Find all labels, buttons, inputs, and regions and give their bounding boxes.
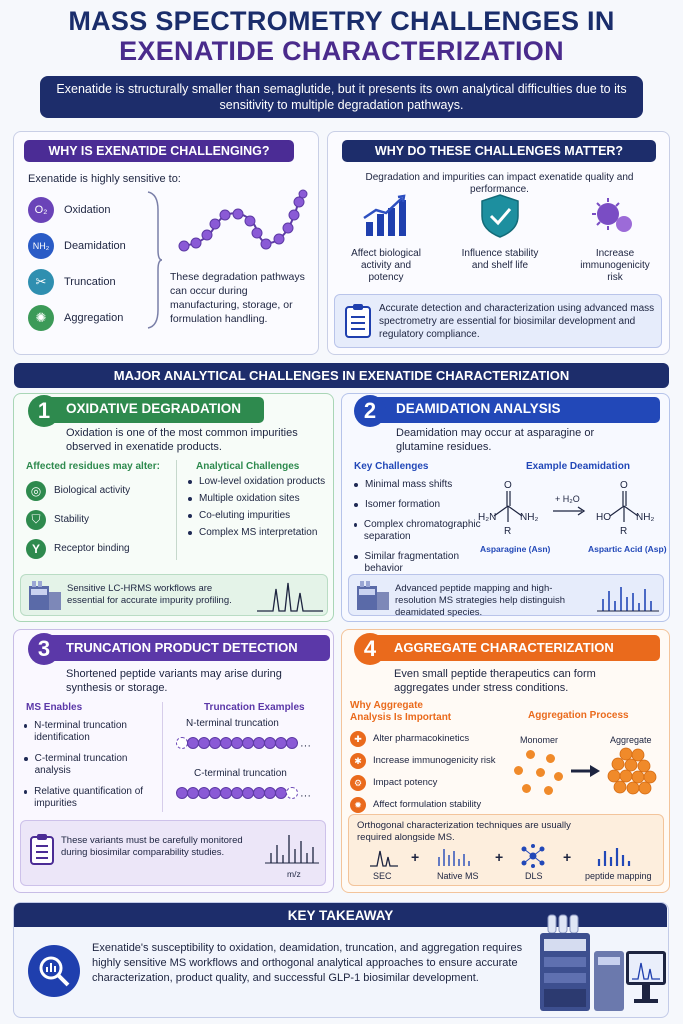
why-matter-lead: Degradation and impurities can impact exenatide quality and performance.	[365, 172, 634, 195]
spectrum-icon	[255, 579, 325, 613]
list-item-label: Increase immunogenicity risk	[373, 755, 496, 766]
list-item	[354, 551, 484, 575]
truncation-panel	[13, 629, 334, 893]
divider	[162, 702, 163, 812]
truncation-number: 3	[28, 633, 60, 665]
stability-icon: ✹	[350, 797, 366, 813]
deamidation-note: Advanced peptide mapping and high-resolution MS strategies help distinguish deamidated species.	[395, 583, 566, 618]
oxidative-right-list	[188, 476, 328, 539]
reagent-label: + H₂O	[555, 494, 580, 504]
clipboard-icon	[343, 303, 373, 339]
list-item	[350, 728, 500, 750]
deamidation-lead: Deamidation may occur at asparagine or glutamine residues.	[396, 427, 595, 453]
takeaway-panel	[13, 902, 669, 1018]
list-item-label: Isomer formation	[365, 499, 441, 510]
list-item	[24, 786, 154, 810]
list-item	[350, 750, 500, 772]
degradation-label: Oxidation	[64, 204, 111, 216]
n-terminal-label: N-terminal truncation	[186, 718, 279, 729]
peptide-chain-icon	[174, 188, 310, 258]
list-item-label: Complex chromatographic separation	[363, 519, 481, 542]
ellipsis: ···	[300, 790, 311, 802]
truncation-note-box	[20, 820, 326, 886]
magnifier-chart-icon	[28, 945, 80, 997]
list-item	[354, 499, 484, 511]
why-matter-panel	[327, 131, 670, 355]
instrument-icon	[355, 580, 391, 612]
monomer-dot	[554, 772, 563, 781]
list-item-label: Biological activity	[54, 484, 131, 496]
asparagine-structure-icon	[476, 476, 546, 538]
pill-icon: ✚	[350, 731, 366, 747]
monomer-dot	[526, 750, 535, 759]
deamidation-note-box	[348, 574, 664, 616]
residue	[286, 737, 298, 749]
monomer-dot	[536, 768, 545, 777]
list-item-label: Stability	[54, 513, 90, 525]
deamidation-number: 2	[354, 395, 386, 427]
dls-icon	[519, 843, 547, 869]
bullet	[188, 514, 192, 518]
degradation-label: Aggregation	[64, 312, 124, 324]
list-item	[354, 479, 484, 491]
svg-text:NH₂: NH₂	[636, 512, 655, 523]
bullet	[354, 503, 358, 507]
list-item	[26, 505, 166, 534]
technique-label: DLS	[525, 871, 543, 881]
list-item	[24, 753, 154, 777]
why-challenging-note: These degradation pathways can occur during manufacturing, storage, or formulation handling.	[170, 271, 305, 325]
orthogonal-note: Orthogonal characterization techniques are usually required alongside MS.	[357, 820, 571, 843]
list-item	[24, 720, 154, 744]
deamidation-right-title: Example Deamidation	[526, 461, 630, 472]
bracket-icon	[146, 190, 162, 330]
magnifier-icon	[37, 954, 71, 988]
monomer-label: Monomer	[520, 735, 559, 745]
truncation-left-list	[24, 720, 154, 810]
bullet	[24, 724, 27, 728]
list-item-label: Relative quantification of impurities	[34, 786, 144, 809]
aggregate-right-title: Aggregation Process	[528, 710, 629, 721]
technique-label: Native MS	[437, 871, 479, 881]
matter-item-label: Increase immunogenicity risk	[580, 248, 650, 283]
bullet	[188, 480, 192, 484]
matter-item-label: Influence stability and shelf life	[461, 248, 539, 271]
deamidation-panel	[341, 393, 670, 622]
why-challenging-panel	[13, 131, 319, 355]
monomer-dot	[522, 784, 531, 793]
arrow-right-icon	[570, 764, 602, 778]
oxidative-panel	[13, 393, 334, 622]
list-item	[350, 772, 500, 794]
n-terminal-chain	[176, 736, 311, 754]
takeaway-heading: KEY TAKEAWAY	[287, 908, 394, 923]
cluster-icon: ✺	[28, 305, 54, 331]
truncation-right-title: Truncation Examples	[204, 702, 305, 713]
list-item-label: Affect formulation stability	[373, 799, 482, 810]
svg-text:O: O	[620, 480, 628, 491]
truncation-heading: TRUNCATION PRODUCT DETECTION	[66, 640, 298, 655]
immune-icon: ✱	[350, 753, 366, 769]
aggregate-lead: Even small peptide therapeutics can form aggregates under stress conditions.	[394, 668, 596, 694]
svg-text:R: R	[504, 526, 512, 537]
peptide-mapping-icon	[595, 845, 635, 867]
bullet	[354, 555, 358, 559]
bullet	[188, 531, 192, 535]
list-item-label: Impact potency	[373, 777, 438, 788]
list-item-label: Receptor binding	[54, 542, 130, 554]
list-item-label: Minimal mass shifts	[365, 479, 453, 490]
receptor-icon: Y	[26, 539, 46, 559]
asparagine-label: Asparagine (Asn)	[480, 544, 551, 554]
plus-sign: +	[411, 849, 420, 865]
aggregate-label: Aggregate	[610, 735, 652, 745]
major-challenges-heading: MAJOR ANALYTICAL CHALLENGES IN EXENATIDE CHARACTERIZATION	[14, 363, 669, 388]
target-icon: ◎	[26, 481, 46, 501]
bar-chart-icon	[362, 194, 410, 238]
list-item-label: C-terminal truncation analysis	[34, 753, 128, 776]
bullet	[24, 790, 27, 794]
shield-check-icon	[478, 192, 522, 240]
arrow-icon	[552, 506, 586, 516]
potency-icon: ⚙	[350, 775, 366, 791]
aggregate-heading: AGGREGATE CHARACTERIZATION	[394, 640, 614, 655]
bullet	[354, 523, 357, 527]
svg-text:R: R	[620, 526, 628, 537]
monomer-cluster	[512, 748, 568, 798]
bullet	[24, 757, 28, 761]
oxidative-heading: OXIDATIVE DEGRADATION	[66, 401, 242, 416]
list-item	[350, 794, 500, 816]
why-matter-note: Accurate detection and characterization using advanced mass spectrometry are essential for biosimilar development and regulatory compliance.	[379, 303, 655, 340]
truncation-left-title: MS Enables	[26, 702, 83, 713]
monomer-dot	[544, 786, 553, 795]
ellipsis: ···	[300, 740, 311, 752]
aggregate-cluster-icon	[606, 746, 658, 796]
oxidative-left-title: Affected residues may alter:	[26, 461, 160, 472]
why-matter-note-box	[334, 294, 662, 348]
technique-label: SEC	[373, 871, 392, 881]
shield-icon: ⛉	[26, 510, 46, 530]
svg-text:HO: HO	[596, 512, 611, 523]
aggregate-left-title: Why Aggregate Analysis Is Important	[350, 700, 452, 723]
list-item-label: Co-eluting impurities	[199, 510, 291, 521]
why-challenging-lead: Exenatide is highly sensitive to:	[28, 173, 181, 185]
orthogonal-box	[348, 814, 664, 886]
oxidative-right-title: Analytical Challenges	[196, 461, 300, 472]
list-item-label: Low-level oxidation products	[199, 476, 326, 487]
o2-icon: O₂	[28, 197, 54, 223]
spectrum-icon	[597, 579, 659, 613]
degradation-label: Truncation	[64, 276, 116, 288]
svg-text:H₂N: H₂N	[478, 512, 497, 523]
page-title-line2: EXENATIDE CHARACTERIZATION	[119, 36, 564, 66]
truncation-note: These variants must be carefully monitored during biosimilar comparability studies.	[61, 835, 243, 858]
plus-sign: +	[495, 849, 504, 865]
page-title-line1: MASS SPECTROMETRY CHALLENGES IN	[68, 6, 615, 36]
list-item-label: Similar fragmentation behavior	[364, 551, 460, 574]
aspartic-acid-label: Aspartic Acid (Asp)	[588, 544, 667, 554]
scissors-icon: ✂	[28, 269, 54, 295]
oxidative-lead: Oxidation is one of the most common impurities observed in exenatide products.	[66, 427, 298, 453]
matter-item-label: Affect biological activity and potency	[351, 248, 421, 283]
monomer-dot	[546, 754, 555, 763]
native-ms-icon	[435, 845, 475, 867]
virus-icon	[590, 194, 636, 238]
deamidation-left-title: Key Challenges	[354, 461, 429, 472]
aspartic-acid-structure-icon	[592, 476, 662, 538]
intro-banner: Exenatide is structurally smaller than semaglutide, but it presents its own analytical difficulties due to its sensitivity to multiple degradation pathways.	[40, 76, 643, 118]
nh2-icon: NH₂	[28, 233, 54, 259]
why-matter-heading: WHY DO THESE CHALLENGES MATTER?	[342, 140, 656, 162]
list-item	[188, 476, 328, 488]
oxidative-note: Sensitive LC-HRMS workflows are essential for accurate impurity profiling.	[67, 583, 232, 606]
instrument-icon	[27, 580, 63, 612]
takeaway-text: Exenatide's susceptibility to oxidation, deamidation, truncation, and aggregation requires highly sensitive MS workflows and orthogonal analytical approaches to ensure accurate characterization, product quality, and successful GLP-1 biosimilar development.	[92, 942, 523, 984]
plus-sign: +	[563, 849, 572, 865]
aggregate-panel	[341, 629, 670, 893]
list-item	[26, 476, 166, 505]
lcms-instrument-icon	[528, 911, 668, 1017]
clipboard-icon	[29, 833, 55, 865]
svg-text:O: O	[504, 480, 512, 491]
oxidative-left-list	[26, 476, 166, 563]
bullet	[188, 497, 192, 501]
ms-spectrum-icon	[265, 827, 319, 865]
c-terminal-chain	[176, 786, 311, 804]
aggregate-left-list	[350, 728, 500, 816]
c-terminal-label: C-terminal truncation	[194, 768, 287, 779]
monomer-dot	[514, 766, 523, 775]
bullet	[354, 483, 358, 487]
truncation-lead: Shortened peptide variants may arise during synthesis or storage.	[66, 668, 282, 694]
oxidative-number: 1	[28, 395, 60, 427]
aggregate-number: 4	[354, 633, 386, 665]
deamidation-heading: DEAMIDATION ANALYSIS	[396, 401, 561, 416]
divider	[176, 460, 177, 560]
list-item	[188, 493, 328, 505]
list-item-label: Multiple oxidation sites	[199, 493, 300, 504]
list-item-label: Alter pharmacokinetics	[373, 733, 470, 744]
removed-residue	[286, 787, 298, 799]
sec-chromatogram-icon	[369, 847, 399, 867]
why-challenging-heading: WHY IS EXENATIDE CHALLENGING?	[24, 140, 294, 162]
list-item	[188, 527, 328, 539]
axis-label: m/z	[287, 869, 301, 879]
list-item-label: Complex MS interpretation	[199, 527, 318, 538]
list-item	[188, 510, 328, 522]
list-item	[26, 534, 166, 563]
svg-text:NH₂: NH₂	[520, 512, 539, 523]
degradation-label: Deamidation	[64, 240, 126, 252]
technique-label: peptide mapping	[585, 871, 652, 881]
list-item	[354, 519, 484, 543]
deamidation-left-list	[354, 479, 484, 575]
list-item-label: N-terminal truncation identification	[34, 720, 127, 743]
oxidative-note-box	[20, 574, 328, 616]
